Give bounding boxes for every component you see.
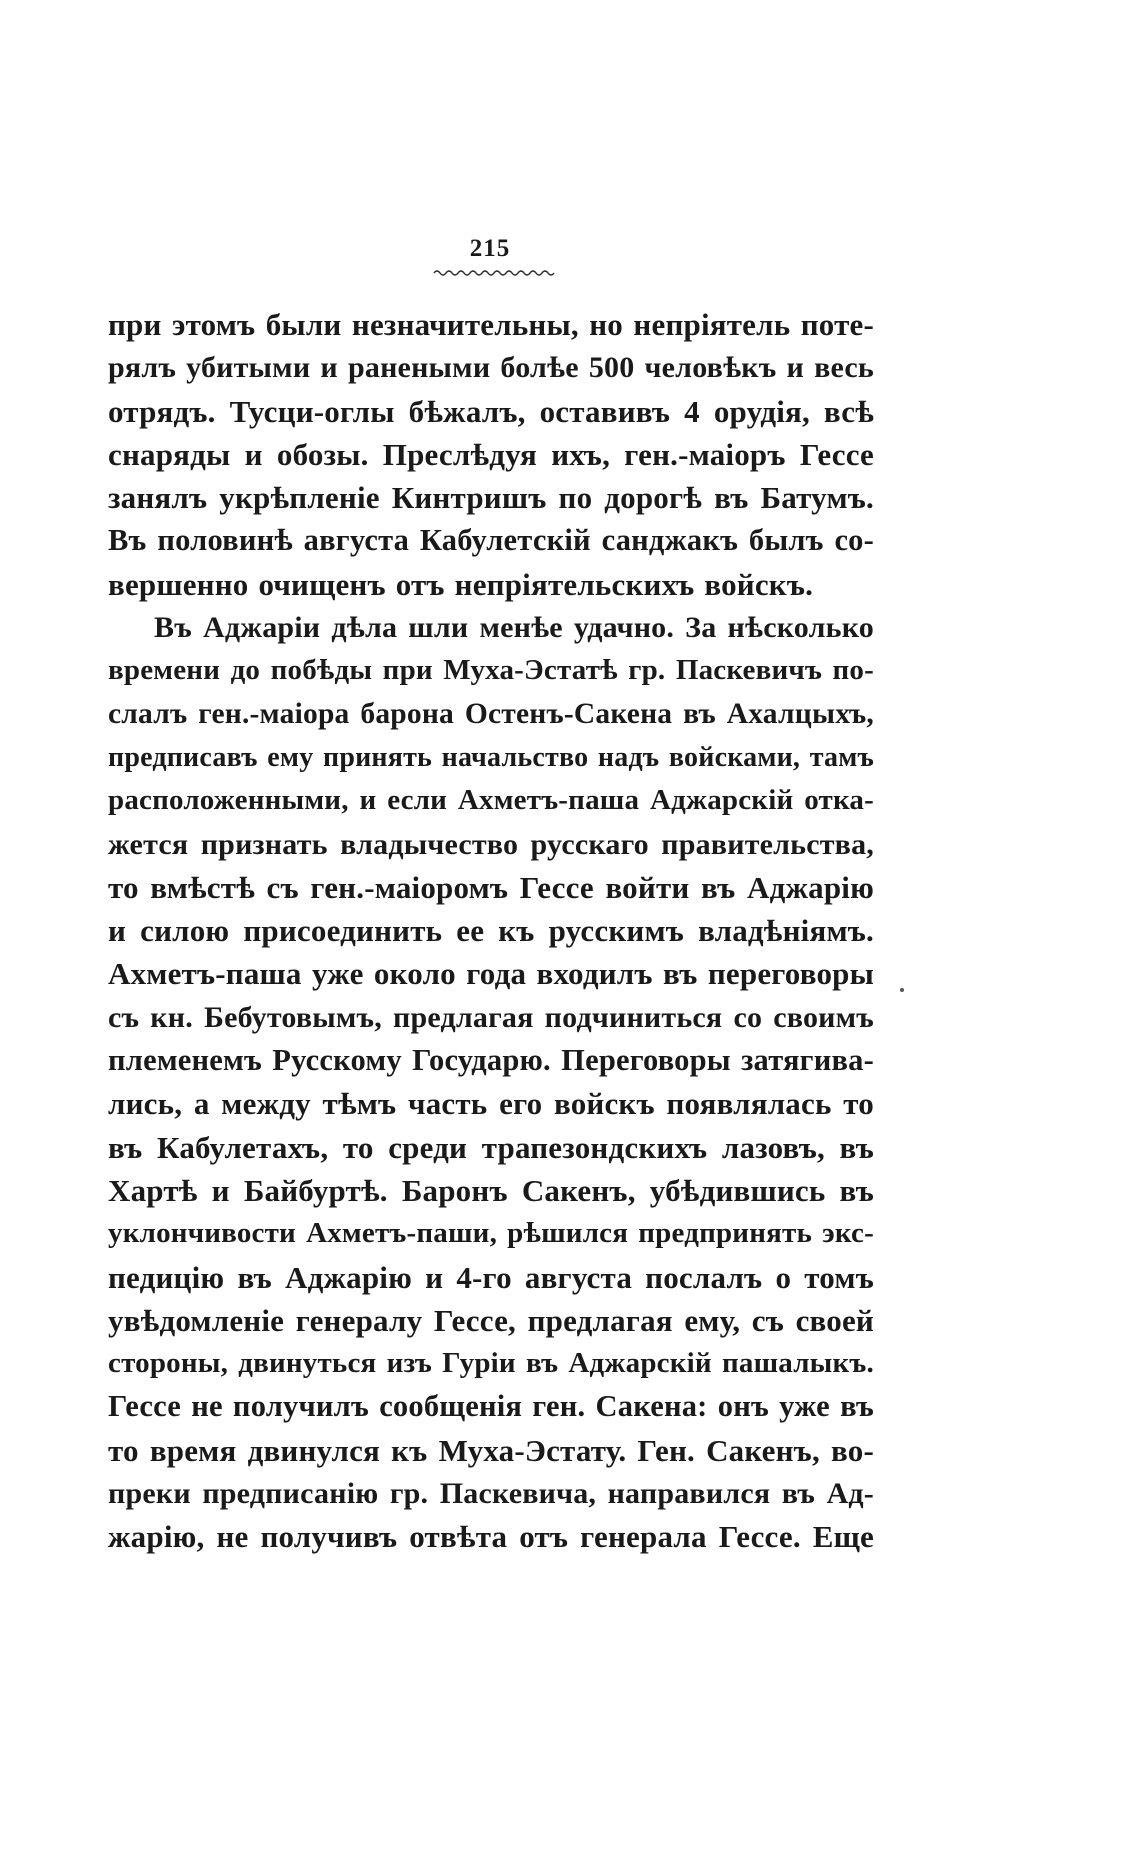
paragraph-1 bbox=[108, 303, 874, 606]
text-line: при этомъ были незначительны, но непріятель поте- bbox=[108, 307, 874, 342]
text-line: съ кн. Бебутовымъ, предлагая подчиниться со своимъ bbox=[108, 1000, 874, 1034]
text-line: Гессе не получилъ сообщенія ген. Сакена: онъ уже въ bbox=[108, 1389, 874, 1424]
text-line: лись, а между тѣмъ часть его войскъ появлялась то bbox=[108, 1086, 874, 1122]
text-line: снаряды и обозы. Преслѣдуя ихъ, ген.-маіоръ Гессе bbox=[108, 436, 874, 472]
text-line: времени до побѣды при Муха-Эстатѣ гр. Паскевичъ по- bbox=[108, 654, 874, 687]
text-line: рялъ убитыми и ранеными болѣе 500 человѣкъ и весь bbox=[108, 351, 874, 385]
page-number-ornament bbox=[434, 268, 556, 278]
body-text bbox=[108, 303, 874, 1559]
text-line: педицію въ Аджарію и 4-го августа послалъ о томъ bbox=[108, 1259, 874, 1295]
text-line: увѣдомленіе генералу Гессе, предлагая ему, съ своей bbox=[108, 1302, 874, 1338]
text-line: предписавъ ему принять начальство надъ войсками, тамъ bbox=[108, 741, 874, 773]
text-line: Ахметъ-паша уже около года входилъ въ переговоры bbox=[108, 956, 874, 992]
text-line: то вмѣстѣ съ ген.-маіоромъ Гессе войти въ Аджарію bbox=[108, 869, 874, 905]
text-line: жарію, не получивъ отвѣта отъ генерала Гессе. Еще bbox=[108, 1519, 874, 1555]
text-line: занялъ укрѣпленіе Кинтришъ по дорогѣ въ Батумъ. bbox=[108, 480, 874, 516]
text-line: Хартѣ и Байбуртѣ. Баронъ Сакенъ, убѣдившись въ bbox=[108, 1172, 874, 1208]
text-line: расположенными, и если Ахметъ-паша Аджарскій отка- bbox=[108, 784, 874, 817]
text-line: то время двинулся къ Муха-Эстату. Ген. Сакенъ, во- bbox=[108, 1432, 874, 1468]
text-line: стороны, двинуться изъ Гуріи въ Аджарскій пашалыкъ. bbox=[108, 1347, 874, 1380]
paragraph-2 bbox=[108, 606, 874, 1559]
text-line: Въ Аджаріи дѣла шли менѣе удачно. За нѣсколько bbox=[154, 611, 874, 645]
text-line: и силою присоединить ее къ русскимъ владѣніямъ. bbox=[108, 913, 874, 949]
text-line: уклончивости Ахметъ-паши, рѣшился предпринять экс- bbox=[108, 1217, 874, 1250]
print-speck bbox=[900, 988, 904, 992]
text-line: въ Кабулетахъ, то среди трапезондскихъ лазовъ, въ bbox=[108, 1129, 874, 1165]
text-line: слалъ ген.-маіора барона Остенъ-Сакена въ Ахалцыхъ, bbox=[108, 697, 874, 730]
text-line: племенемъ Русскому Государю. Переговоры затягива- bbox=[108, 1043, 874, 1078]
page-number: 215 bbox=[469, 235, 511, 262]
text-line: вершенно очищенъ отъ непріятельскихъ войскъ. bbox=[108, 566, 814, 602]
text-line: Въ половинѣ августа Кабулетскій санджакъ былъ со- bbox=[108, 523, 874, 558]
text-line: преки предписанію гр. Паскевича, направился въ Ад- bbox=[108, 1477, 874, 1511]
text-line: жется признать владычество русскаго правительства, bbox=[108, 827, 874, 861]
text-line: отрядъ. Тусци-оглы бѣжалъ, оставивъ 4 орудія, всѣ bbox=[108, 393, 874, 429]
